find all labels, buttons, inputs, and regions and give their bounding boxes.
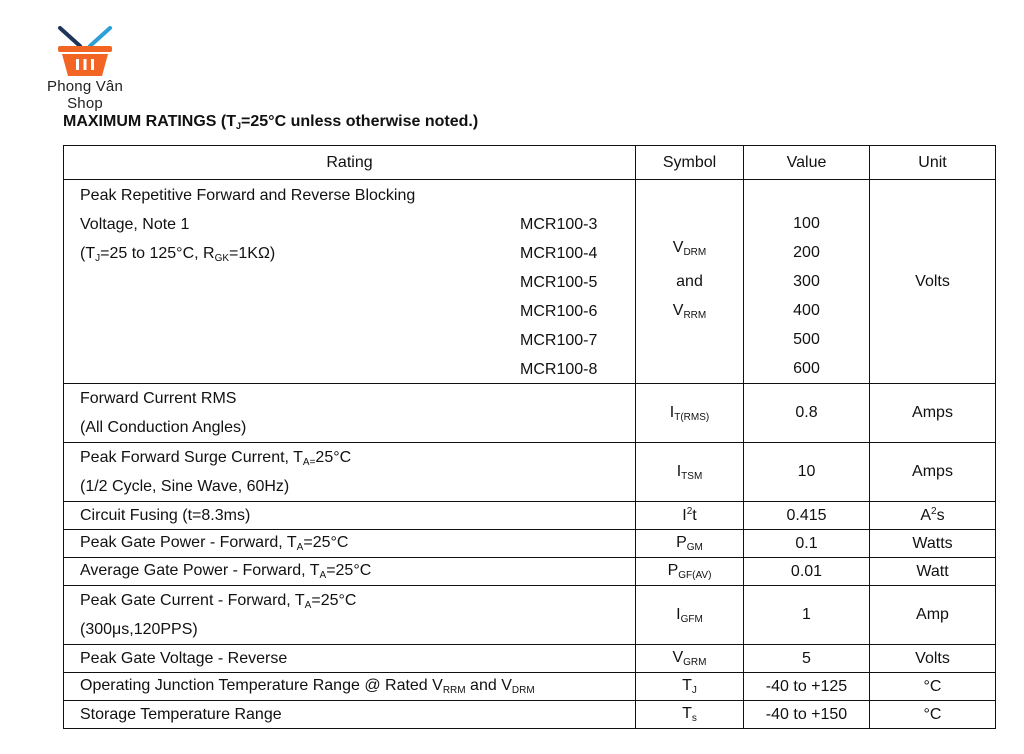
header-unit: Unit bbox=[870, 146, 996, 180]
symbol-cell: $P_{GM}$ bbox=[636, 530, 744, 558]
logo-text: Phong Vân Shop bbox=[46, 78, 124, 112]
shopping-basket-icon bbox=[52, 24, 118, 80]
list-item: MCR100-4 bbox=[520, 244, 598, 262]
value-cell: 5 bbox=[744, 645, 870, 673]
rating-cell: Peak Forward Surge Current, $T_{A=}25^\circ C$ (1/2 Cycle, Sine Wave, 60Hz) bbox=[64, 443, 636, 502]
rating-cell: Operating Junction Temperature Range @ Rated $V_{RRM}$ and $V_{DRM}$ bbox=[64, 673, 636, 701]
symbol-cell: $I_{TSM}$ bbox=[636, 443, 744, 502]
symbol-cell: $V_{DRM}$ and $V_{RRM}$ bbox=[636, 180, 744, 384]
rating-cell: Storage Temperature Range bbox=[64, 701, 636, 729]
rating-cell: Peak Repetitive Forward and Reverse Blocking Voltage, Note 1 ($T_J=25$ to 125°C, $R_{GK}=1K\Omega$) MCR100-3 MCR100-4 MCR100-5 MCR100-6 MCR100-7 MCR100-8 bbox=[64, 180, 636, 384]
list-item: MCR100-8 bbox=[520, 360, 598, 378]
rating-cell: Circuit Fusing (t=8.3ms) bbox=[64, 502, 636, 530]
section-title: MAXIMUM RATINGS ($T_J=25^\circ C$ unless otherwise noted.) bbox=[63, 113, 479, 131]
table-row bbox=[64, 530, 996, 558]
rating-cell: Peak Gate Power - Forward, $T_A=25^\circ C$ bbox=[64, 530, 636, 558]
rating-cell: Peak Gate Voltage - Reverse bbox=[64, 645, 636, 673]
list-item: MCR100-5 bbox=[520, 273, 598, 291]
header-value: Value bbox=[744, 146, 870, 180]
unit-cell: Amps bbox=[870, 384, 996, 443]
value-cell: 0.8 bbox=[744, 384, 870, 443]
unit-cell: °C bbox=[870, 673, 996, 701]
unit-cell: $A^2s$ bbox=[870, 502, 996, 530]
symbol-cell: $V_{GRM}$ bbox=[636, 645, 744, 673]
value-cell: 0.01 bbox=[744, 558, 870, 586]
shop-logo bbox=[30, 20, 140, 112]
unit-cell: Amps bbox=[870, 443, 996, 502]
table-row bbox=[64, 443, 996, 502]
rating-cell: Average Gate Power - Forward, $T_A=25^\circ C$ bbox=[64, 558, 636, 586]
value-cell: 100 200 300 400 500 600 bbox=[744, 180, 870, 384]
table-row bbox=[64, 586, 996, 645]
rating-cell: Peak Gate Current - Forward, $T_A=25^\circ C$ (300μs,120PPS) bbox=[64, 586, 636, 645]
symbol-cell: $I_{T(RMS)}$ bbox=[636, 384, 744, 443]
table-row bbox=[64, 180, 996, 384]
table-row bbox=[64, 645, 996, 673]
symbol-cell: $P_{GF(AV)}$ bbox=[636, 558, 744, 586]
table-row bbox=[64, 384, 996, 443]
value-cell: -40 to +125 bbox=[744, 673, 870, 701]
table-row bbox=[64, 673, 996, 701]
table-row bbox=[64, 502, 996, 530]
unit-cell: Volts bbox=[870, 645, 996, 673]
symbol-cell: $T_J$ bbox=[636, 673, 744, 701]
table-row bbox=[64, 558, 996, 586]
value-cell: 0.415 bbox=[744, 502, 870, 530]
table-header-row bbox=[64, 146, 996, 180]
maximum-ratings-table bbox=[63, 145, 996, 729]
unit-cell: °C bbox=[870, 701, 996, 729]
list-item: MCR100-3 bbox=[520, 215, 598, 233]
symbol-cell: $I^2t$ bbox=[636, 502, 744, 530]
value-cell: 0.1 bbox=[744, 530, 870, 558]
symbol-cell: $I_{GFM}$ bbox=[636, 586, 744, 645]
value-cell: 1 bbox=[744, 586, 870, 645]
unit-cell: Amp bbox=[870, 586, 996, 645]
list-item: MCR100-7 bbox=[520, 331, 598, 349]
header-symbol: Symbol bbox=[636, 146, 744, 180]
rating-cell: Forward Current RMS (All Conduction Angles) bbox=[64, 384, 636, 443]
unit-cell: Watt bbox=[870, 558, 996, 586]
list-item: MCR100-6 bbox=[520, 302, 598, 320]
model-list bbox=[520, 210, 597, 384]
unit-cell: Volts bbox=[870, 180, 996, 384]
value-cell: -40 to +150 bbox=[744, 701, 870, 729]
unit-cell: Watts bbox=[870, 530, 996, 558]
header-rating: Rating bbox=[64, 146, 636, 180]
symbol-cell: $T_s$ bbox=[636, 701, 744, 729]
value-cell: 10 bbox=[744, 443, 870, 502]
table-row bbox=[64, 701, 996, 729]
